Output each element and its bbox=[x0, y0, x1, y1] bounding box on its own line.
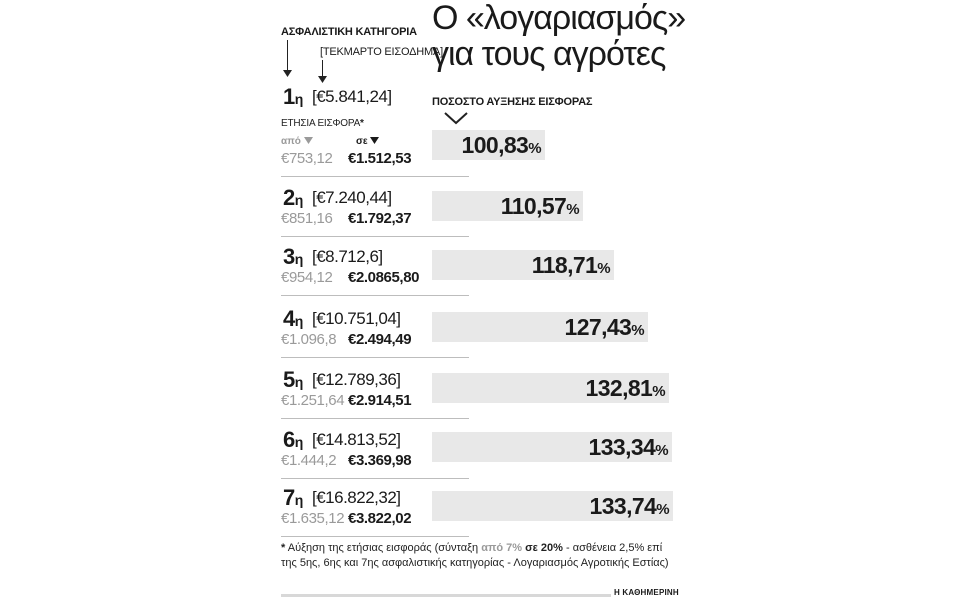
percent-label bbox=[501, 193, 579, 220]
source-credit: Η ΚΑΘΗΜΕΡΙΝΗ bbox=[614, 588, 679, 597]
percent-label bbox=[565, 314, 645, 341]
percent-value: 133,34 bbox=[588, 434, 656, 460]
category-digit: 2 bbox=[283, 185, 295, 210]
contribution-from: €753,12 bbox=[281, 150, 333, 167]
percent-label bbox=[462, 132, 542, 159]
category-number bbox=[283, 306, 303, 332]
row-separator bbox=[281, 176, 469, 177]
category-arrow-icon bbox=[283, 70, 292, 77]
category-digit: 5 bbox=[283, 367, 295, 392]
category-arrow-line bbox=[287, 40, 288, 72]
category-digit: 6 bbox=[283, 427, 295, 452]
percent-label bbox=[589, 434, 669, 461]
contribution-to: €2.0865,80 bbox=[348, 269, 420, 286]
to-label: σε bbox=[356, 136, 379, 147]
category-number bbox=[283, 367, 303, 393]
row-separator bbox=[281, 357, 469, 358]
contribution-from: €1.096,8 bbox=[281, 331, 337, 348]
category-suffix: η bbox=[294, 251, 303, 267]
presumed-income: [€7.240,44] bbox=[312, 188, 392, 207]
row-separator bbox=[281, 295, 469, 296]
category-header: ΑΣΦΑΛΙΣΤΙΚΗ ΚΑΤΗΓΟΡΙΑ bbox=[281, 26, 417, 38]
presumed-income: [€10.751,04] bbox=[312, 309, 401, 328]
contribution-to: €2.494,49 bbox=[348, 331, 412, 348]
presumed-income: [€14.813,52] bbox=[312, 430, 401, 449]
percent-sign: % bbox=[597, 260, 610, 277]
percent-sign: % bbox=[528, 140, 541, 157]
percent-sign: % bbox=[656, 501, 669, 518]
category-number bbox=[283, 485, 303, 511]
percent-label bbox=[532, 252, 610, 279]
category-digit: 1 bbox=[283, 84, 295, 109]
percent-label bbox=[590, 493, 670, 520]
income-arrow-icon bbox=[318, 76, 327, 83]
annual-contribution-label: ΕΤΗΣΙΑ ΕΙΣΦΟΡΑ* bbox=[281, 118, 364, 129]
percent-value: 132,81 bbox=[585, 375, 653, 401]
presumed-income: [€12.789,36] bbox=[312, 370, 401, 389]
contribution-to: €2.914,51 bbox=[348, 392, 412, 409]
from-arrow-icon bbox=[304, 137, 313, 144]
percent-value: 100,83 bbox=[461, 132, 529, 158]
from-label: από bbox=[281, 136, 313, 147]
title-line-2: για τους αγρότες bbox=[432, 35, 666, 73]
presumed-income: [€16.822,32] bbox=[312, 488, 401, 507]
percent-sign: % bbox=[566, 201, 579, 218]
percent-sign: % bbox=[652, 383, 665, 400]
category-suffix: η bbox=[294, 192, 303, 208]
contribution-to: €1.512,53 bbox=[348, 150, 412, 167]
category-suffix: η bbox=[294, 492, 303, 508]
percent-chevron-icon bbox=[444, 112, 468, 125]
presumed-income: [€5.841,24] bbox=[312, 87, 392, 106]
category-suffix: η bbox=[294, 434, 303, 450]
bottom-rule bbox=[281, 594, 611, 597]
percent-value: 110,57 bbox=[500, 193, 567, 219]
contribution-from: €1.635,12 bbox=[281, 510, 345, 527]
percent-sign: % bbox=[631, 322, 644, 339]
category-number bbox=[283, 427, 303, 453]
contribution-from: €1.251,64 bbox=[281, 392, 345, 409]
contribution-from: €851,16 bbox=[281, 210, 333, 227]
presumed-income: [€8.712,6] bbox=[312, 247, 383, 266]
contribution-to: €3.822,02 bbox=[348, 510, 412, 527]
category-suffix: η bbox=[294, 91, 303, 107]
row-separator bbox=[281, 236, 469, 237]
percent-value: 133,74 bbox=[589, 493, 657, 519]
category-digit: 4 bbox=[283, 306, 295, 331]
percent-value: 127,43 bbox=[564, 314, 632, 340]
percent-sign: % bbox=[655, 442, 668, 459]
row-separator bbox=[281, 478, 469, 479]
contribution-from: €954,12 bbox=[281, 269, 333, 286]
category-suffix: η bbox=[294, 313, 303, 329]
category-suffix: η bbox=[294, 374, 303, 390]
contribution-from: €1.444,2 bbox=[281, 452, 337, 469]
contribution-to: €3.369,98 bbox=[348, 452, 412, 469]
percent-label bbox=[586, 375, 666, 402]
row-separator bbox=[281, 536, 469, 537]
category-number bbox=[283, 185, 303, 211]
category-number bbox=[283, 84, 303, 110]
category-digit: 7 bbox=[283, 485, 295, 510]
to-arrow-icon bbox=[370, 137, 379, 144]
income-header: [ΤΕΚΜΑΡΤΟ ΕΙΣΟΔΗΜΑ] bbox=[320, 46, 443, 58]
chart-title bbox=[432, 0, 685, 72]
category-digit: 3 bbox=[283, 244, 295, 269]
category-number bbox=[283, 244, 303, 270]
footnote: * Αύξηση της ετήσιας εισφοράς (σύνταξη από 7% σε 20% - ασθένεια 2,5% επί της 5ης, 6ης και 7ης ασφαλιστικής κατηγορίας - Λογαριασμός Αγροτικής Εστίας) bbox=[281, 542, 669, 569]
percent-header: ΠΟΣΟΣΤΟ ΑΥΞΗΣΗΣ ΕΙΣΦΟΡΑΣ bbox=[432, 96, 593, 108]
percent-value: 118,71 bbox=[531, 252, 598, 278]
title-line-1: Ο «λογαριασμός» bbox=[432, 0, 686, 37]
row-separator bbox=[281, 418, 469, 419]
contribution-to: €1.792,37 bbox=[348, 210, 412, 227]
